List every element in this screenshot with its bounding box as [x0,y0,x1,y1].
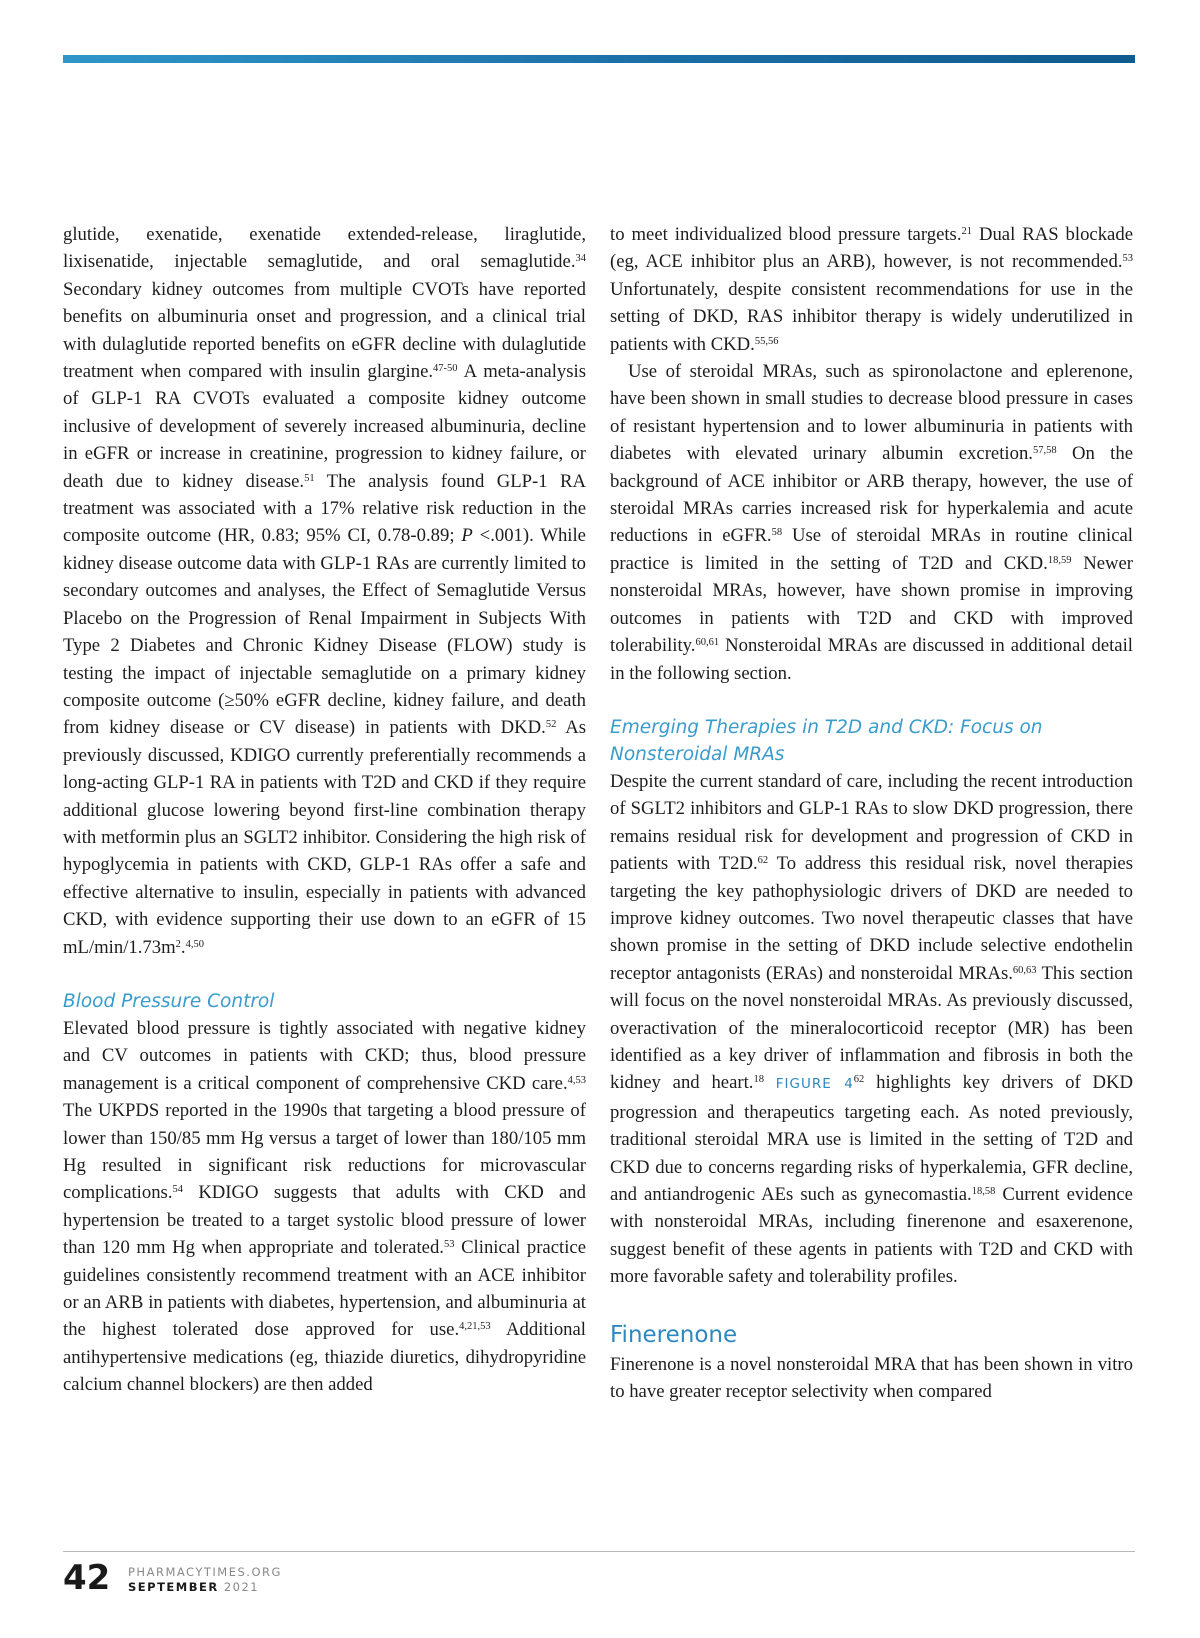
heading-finerenone: Finerenone [610,1321,738,1348]
heading-blood-pressure-control: Blood Pressure Control [63,990,275,1012]
top-accent-bar [63,55,1135,63]
citation: 18,58 [971,1186,996,1197]
footer-site-url: PHARMACYTIMES.ORG [128,1565,282,1579]
citation: 52 [545,719,557,731]
text-run: Use of steroidal MRAs in routine clinical practice is limited in the setting of T2D and CKD. [610,525,1133,574]
citation: 54 [172,1184,184,1196]
text-run: Elevated blood pressure is tightly associated with negative kidney and CV outcomes in patients with CKD; thus, blood pressure management is a critical component of comprehensive CKD care. [63,1017,586,1094]
text-run: Despite the current standard of care, including the recent introduction of SGLT2 inhibitors and GLP-1 RAs to slow DKD progression, there remains residual risk for development and progression of CKD in patients with T2D. [610,770,1133,875]
citation: 57,58 [1032,445,1057,457]
citation: 62 [757,855,769,867]
p-value-symbol: P [461,525,473,547]
citation: 53 [443,1239,455,1251]
text-run: Newer nonsteroidal MRAs, however, have shown promise in improving outcomes in patients with T2D and CKD with improved tolerability. [610,552,1133,657]
footer-divider [63,1551,1135,1552]
text-run: Nonsteroidal MRAs are discussed in additional detail in the following section. [610,635,1133,684]
citation: 4,50 [185,938,204,950]
footer-issue-date [128,1580,259,1594]
citation: 60,63 [1012,964,1037,976]
paragraph-glp1-kidney-outcomes [63,221,586,961]
text-run: On the background of ACE inhibitor or ARB therapy, however, the use of steroidal MRAs carries increased risk for hyperkalemia and acute reductions in eGFR. [610,443,1134,547]
text-run: The UKPDS reported in the 1990s that targeting a blood pressure of lower than 150/85 mm Hg versus a target of lower than 180/105 mm Hg resulted in significant risk reductions for microvascular complications. [63,1100,586,1204]
footer-month: SEPTEMBER [128,1580,219,1594]
paragraph-bp-targets [610,221,1133,358]
citation: 34 [575,253,586,265]
text-run: to meet individualized blood pressure targets. [610,224,962,245]
citation: 58 [771,527,783,539]
footer-year: 2021 [223,1580,260,1594]
text-run: A meta-analysis of GLP-1 RA CVOTs evaluated a composite kidney outcome inclusive of development of severely increased albuminuria, decline in eGFR or increase in creatinine, progression to kidney failure, or death due to kidney disease. [63,361,586,492]
text-run: Clinical practice guidelines consistently recommend treatment with an ACE inhibitor or an ARB in patients with diabetes, hypertension, and albuminuria at the highest tolerated dose approved for use. [63,1237,586,1341]
right-column [610,221,1133,1405]
citation: 4,21,53 [459,1321,491,1333]
text-run: To address this residual risk, novel therapies targeting the key pathophysiologic drivers of DKD are needed to improve kidney outcomes. Two novel therapeutic classes that have shown promise in the setting of DKD include selective endothelin receptor antagonists (ERAs) and nonsteroidal MRAs. [610,853,1133,984]
text-run: Finerenone is a novel nonsteroidal MRA that has been shown in vitro to have greater receptor selectivity when compared [610,1353,1133,1403]
paragraph-blood-pressure [63,1015,586,1399]
text-run: . [180,936,186,958]
citation: 4,53 [567,1074,586,1086]
citation: 55,56 [754,335,779,347]
text-run: glutide, exenatide, exenatide extended-release, liraglutide, lixisenatide, injectable semaglutide, and oral semaglutide. [63,224,586,273]
text-run: This section will focus on the novel nonsteroidal MRAs. As previously discussed, overactivation of the mineralocorticoid receptor (MR) has been identified as a key driver of inflammation and fibrosis in both the kidney and heart. [610,962,1133,1094]
citation: 21 [961,226,972,237]
page-number: 42 [63,1558,111,1598]
figure-4-reference[interactable]: FIGURE 4 [775,1076,854,1093]
text-run: Use of steroidal MRAs, such as spironolactone and eplerenone, have been shown in small studies to decrease blood pressure in cases of resistant hypertension and to lower albuminuria in patients with diabetes with elevated urinary albumin excretion. [610,361,1133,465]
citation: 60,61 [695,637,720,649]
citation: 47-50 [433,363,458,375]
citation: 18,59 [1047,554,1072,566]
text-run: Unfortunately, despite consistent recommendations for use in the setting of DKD, RAS inhibitor therapy is widely underutilized in patients with CKD. [610,278,1133,355]
paragraph-emerging-therapies [610,768,1133,1291]
citation: 18 [753,1074,764,1086]
superscript-2: 2 [175,938,181,950]
text-run: Dual RAS blockade (eg, ACE inhibitor plus an ARB), however, is not recommended. [610,224,1133,273]
citation: 51 [304,472,315,484]
left-column [63,221,586,1399]
text-run: highlights key drivers of DKD progression and therapeutics targeting each. As noted previously, traditional steroidal MRA use is limited in the setting of T2D and CKD due to concerns regarding risks of hyperkalemia, GFR decline, and antiandrogenic AEs such as gynecomastia. [610,1072,1133,1205]
text-run: <.001). While kidney disease outcome data with GLP-1 RAs are currently limited to secondary outcomes and analyses, the Effect of Semaglutide Versus Placebo on the Progression of Renal Impairment in Subjects With Type 2 Diabetes and Chronic Kidney Disease (FLOW) study is testing the impact of injectable semaglutide on a primary kidney composite outcome (≥50% eGFR decline, kidney failure, and death from kidney disease or CV disease) in patients with DKD. [63,525,586,739]
text-run: The analysis found GLP-1 RA treatment was associated with a 17% relative risk reduction in the composite outcome (HR, 0.83; 95% CI, 0.78-0.89; [63,470,586,547]
text-run: Additional antihypertensive medications (eg, thiazide diuretics, dihydropyridine calcium channel blockers) are then added [63,1319,586,1396]
text-run: KDIGO suggests that adults with CKD and hypertension be treated to a target systolic blood pressure of lower than 120 mm Hg when appropriate and tolerated. [63,1182,586,1259]
text-run: As previously discussed, KDIGO currently preferentially recommends a long-acting GLP-1 RA in patients with T2D and CKD if they require additional glucose lowering beyond first-line combination therapy with metformin plus an SGLT2 inhibitor. Considering the high risk of hypoglycemia in patients with CKD, GLP-1 RAs offer a safe and effective alternative to insulin, especially in patients with advanced CKD, with evidence supporting their use down to an eGFR of 15 mL/min/1.73m [63,717,586,958]
paragraph-steroidal-mras [610,358,1133,687]
text-run: Current evidence with nonsteroidal MRAs, including finerenone and esaxerenone, suggest benefit of these agents in patients with T2D and CKD with more favorable safety and tolerability profiles. [610,1184,1133,1288]
heading-emerging-therapies: Emerging Therapies in T2D and CKD: Focus on Nonsteroidal MRAs [610,716,1043,765]
text-run: Secondary kidney outcomes from multiple CVOTs have reported benefits on albuminuria onset and progression, and a clinical trial with dulaglutide reported benefits on eGFR decline with dulaglutide treatment when compared with insulin glargine. [63,278,586,383]
paragraph-finerenone [610,1351,1133,1406]
citation: 53 [1122,253,1133,265]
citation: 62 [853,1074,865,1086]
